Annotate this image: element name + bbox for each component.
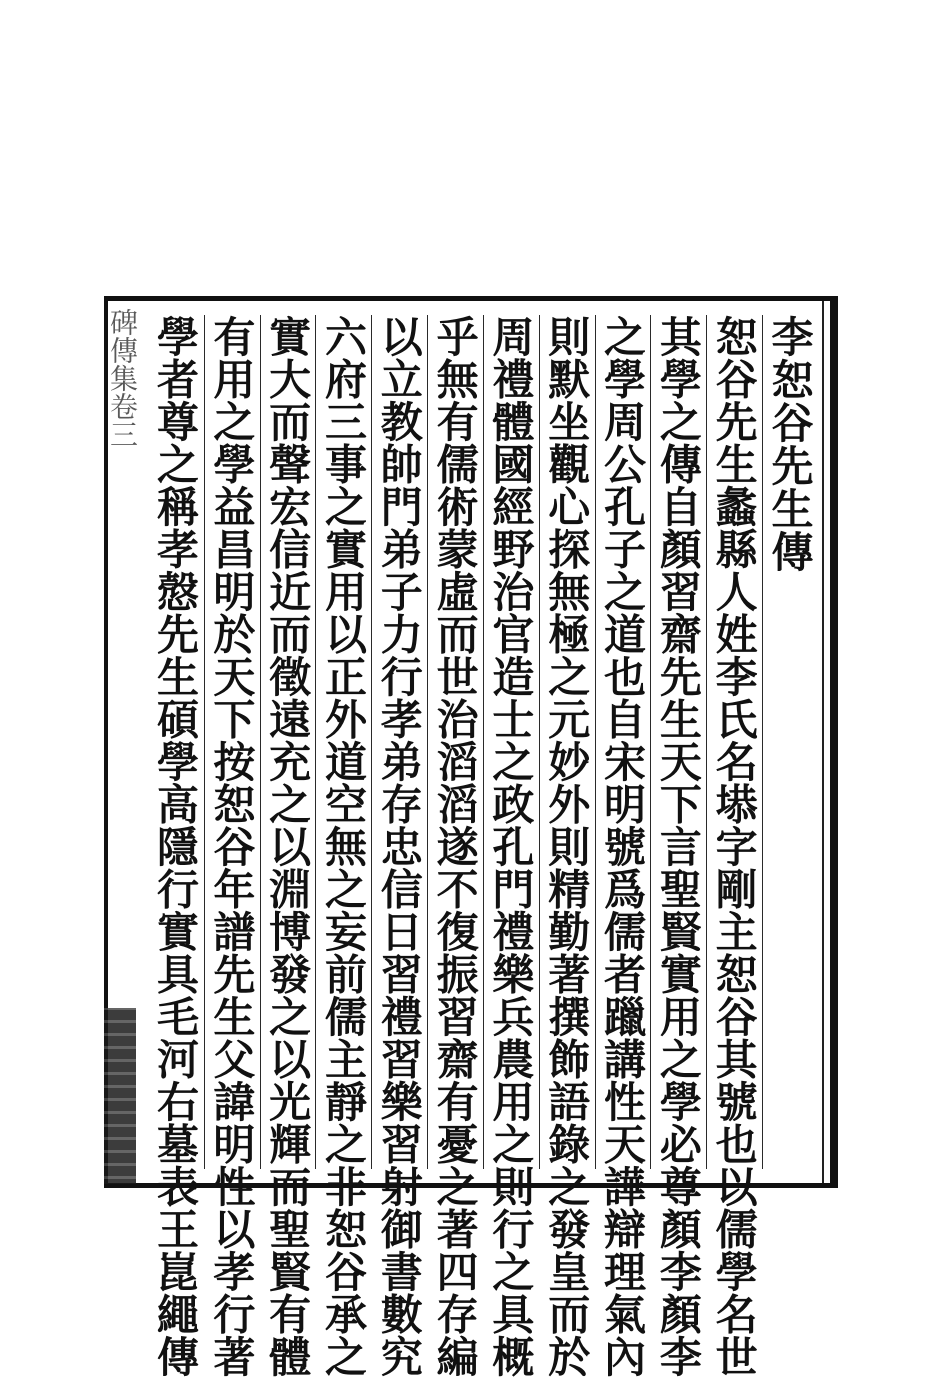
column-text: 其學之傳自顏習齋先生天下言聖賢實用之學必尊顏李顏李 bbox=[653, 315, 703, 1378]
column-text: 學者尊之稱孝慤先生碩學高隱行實具毛河右墓表王崑繩傳 bbox=[151, 315, 200, 1378]
document-title: 李恕谷先生傳 bbox=[765, 315, 815, 573]
margin-text: 碑傳集卷三 bbox=[106, 308, 139, 448]
text-column bbox=[427, 315, 481, 1378]
text-column bbox=[706, 315, 760, 1378]
column-text: 六府三事之實用以正外道空無之妄前儒主靜之非恕谷承之 bbox=[318, 315, 368, 1378]
text-column bbox=[595, 315, 649, 1378]
text-column bbox=[204, 315, 258, 1378]
text-column bbox=[260, 315, 314, 1378]
text-column bbox=[148, 315, 202, 1378]
page-frame bbox=[104, 296, 838, 1378]
column-text: 以立教帥門弟子力行孝弟存忠信日習禮習樂習射御書數究 bbox=[374, 315, 424, 1378]
column-text: 則默坐觀心探無極之元妙外則精勤著撰飾語錄之發皇而於 bbox=[542, 315, 592, 1378]
column-text: 實大而聲宏信近而徵遠充之以淵博發之以光輝而聖賢有體 bbox=[263, 315, 313, 1378]
text-column bbox=[315, 315, 369, 1378]
text-column bbox=[539, 315, 593, 1378]
text-column bbox=[483, 315, 537, 1378]
column-text: 乎無有儒術蒙虛而世治滔滔遂不復振習齋有憂之著四存編 bbox=[430, 315, 480, 1378]
margin-strip bbox=[104, 296, 140, 1188]
margin-ink-smudge bbox=[104, 1008, 136, 1184]
column-text: 周禮體國經野治官造士之政孔門禮樂兵農用之則行之具概 bbox=[486, 315, 536, 1378]
column-text: 恕谷先生蠡縣人姓李氏名塨字剛主恕谷其號也以儒學名世 bbox=[709, 315, 759, 1378]
column-text: 有用之學益昌明於天下按恕谷年譜先生父諱明性以孝行著 bbox=[207, 315, 257, 1378]
text-column bbox=[650, 315, 704, 1378]
column-text: 之學周公孔子之道也自宋明號爲儒者躐講性天譁辯理氣內 bbox=[598, 315, 647, 1378]
text-column bbox=[371, 315, 425, 1378]
frame-inner-rule bbox=[822, 301, 824, 1183]
title-column bbox=[762, 315, 816, 1169]
text-columns bbox=[148, 315, 816, 1378]
